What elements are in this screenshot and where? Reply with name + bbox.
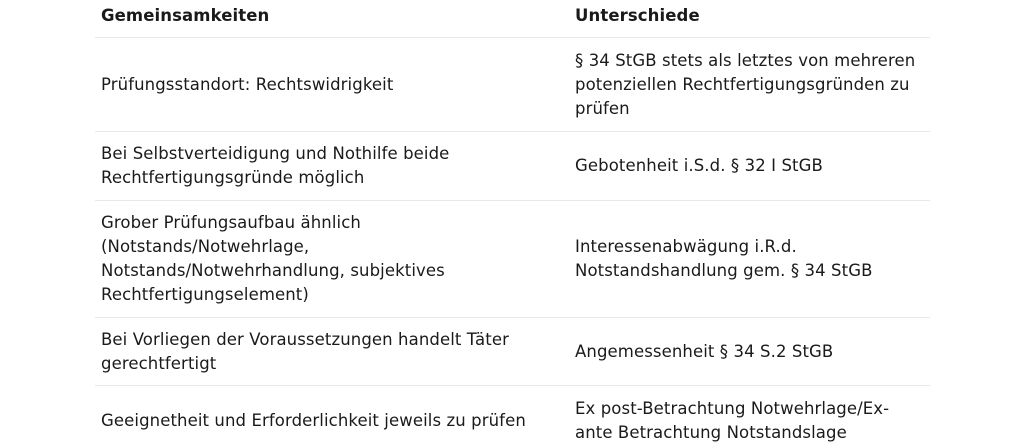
table-cell-unterschied: § 34 StGB stets als letztes von mehreren potenziellen Rechtfertigungsgründen zu prüfen xyxy=(575,50,916,118)
table-cell-gemeinsamkeit: Prüfungsstandort: Rechtswidrigkeit xyxy=(101,74,394,94)
table-cell-unterschied: Angemessenheit § 34 S.2 StGB xyxy=(575,341,834,361)
table-row xyxy=(95,38,930,132)
table-row xyxy=(95,132,930,201)
table-row xyxy=(95,318,930,386)
table-header-row xyxy=(95,0,930,38)
table-cell-gemeinsamkeit: Geeignetheit und Erforderlichkeit jeweils zu prüfen xyxy=(101,411,526,430)
column-header-unterschiede: Unterschiede xyxy=(575,5,700,25)
comparison-table xyxy=(95,0,930,448)
table-row xyxy=(95,201,930,318)
table-cell-gemeinsamkeit: Grober Prüfungsaufbau ähnlich (Notstands/Notwehrlage, Notstands/Notwehrhandlung, subjektives Rechtfertigungselement) xyxy=(101,213,445,304)
table-cell-unterschied: Gebotenheit i.S.d. § 32 I StGB xyxy=(575,156,823,175)
table-row xyxy=(95,386,930,448)
table-cell-gemeinsamkeit: Bei Vorliegen der Voraussetzungen handelt Täter gerechtfertigt xyxy=(101,329,509,373)
table-cell-gemeinsamkeit: Bei Selbstverteidigung und Nothilfe beide Rechtfertigungsgründe möglich xyxy=(101,144,450,187)
table-cell-unterschied: Ex post-Betrachtung Notwehrlage/Ex-ante Betrachtung Notstandslage xyxy=(575,399,890,442)
table-cell-unterschied: Interessenabwägung i.R.d. Notstandshandlung gem. § 34 StGB xyxy=(575,237,873,280)
column-header-gemeinsamkeiten: Gemeinsamkeiten xyxy=(101,5,270,25)
